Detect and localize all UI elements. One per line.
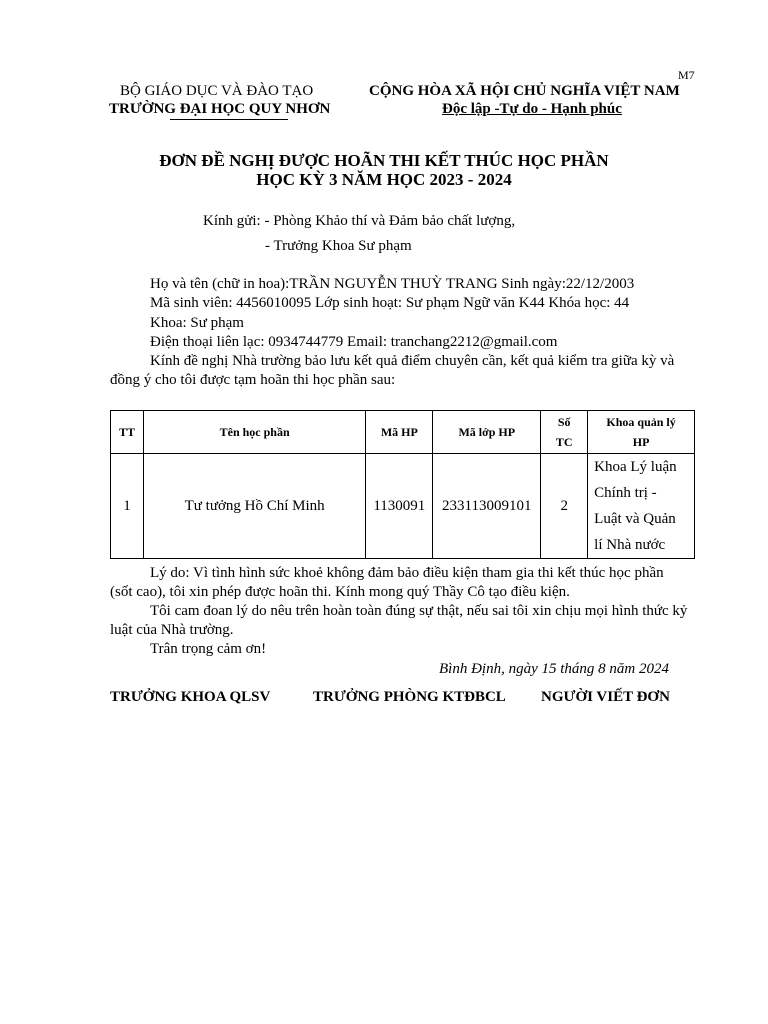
document-title-line2: HỌC KỲ 3 NĂM HỌC 2023 - 2024 <box>256 170 512 189</box>
university-name: TRƯỜNG ĐẠI HỌC QUY NHƠN <box>109 101 331 117</box>
national-motto: Độc lập -Tự do - Hạnh phúc <box>442 101 622 117</box>
thanks-line: Trân trọng cảm ơn! <box>150 641 267 657</box>
document-title-line1: ĐƠN ĐỀ NGHỊ ĐƯỢC HOÃN THI KẾT THÚC HỌC PHẦN <box>159 151 609 170</box>
recipient-line1: Kính gửi: - Phòng Khảo thí và Đảm bảo chất lượng, <box>203 213 516 229</box>
student-faculty-line: Khoa: Sư phạm <box>150 315 244 331</box>
header-course-code: Mã HP <box>366 411 433 454</box>
cell-credits: 2 <box>541 454 588 559</box>
form-code: M7 <box>678 68 695 82</box>
header-class-code: Mã lớp HP <box>433 411 541 454</box>
reason-line2: (sốt cao), tôi xin phép được hoãn thi. Kính mong quý Thầy Cô tạo điều kiện. <box>110 584 570 600</box>
faculty-line1: Khoa Lý luận <box>594 459 677 475</box>
header-managing-faculty <box>588 411 695 454</box>
request-line2: đồng ý cho tôi được tạm hoãn thi học phần sau: <box>110 372 396 388</box>
header-credits-line2: TC <box>555 435 573 449</box>
header-credits-line1: Số <box>557 415 571 429</box>
header-faculty-line1: Khoa quản lý <box>606 415 676 429</box>
header-credits <box>541 411 588 454</box>
reason-line1: Lý do: Vì tình hình sức khoẻ không đảm bảo điều kiện tham gia thi kết thúc học phần <box>150 565 664 581</box>
faculty-line4: lí Nhà nước <box>594 537 666 553</box>
university-underline <box>170 119 288 120</box>
cell-course-name: Tư tưởng Hồ Chí Minh <box>143 454 365 559</box>
course-table <box>110 410 695 559</box>
student-id-line: Mã sinh viên: 4456010095 Lớp sinh hoạt: Sư phạm Ngữ văn K44 Khóa học: 44 <box>150 295 630 311</box>
table-row <box>111 454 695 559</box>
cell-course-code: 1130091 <box>366 454 433 559</box>
faculty-line3: Luật và Quản <box>594 511 676 527</box>
table-header-row <box>111 411 695 454</box>
ministry-name: BỘ GIÁO DỤC VÀ ĐÀO TẠO <box>120 83 314 99</box>
signature-applicant: NGƯỜI VIẾT ĐƠN <box>541 689 670 705</box>
student-name-line: Họ và tên (chữ in hoa):TRẦN NGUYỄN THUỲ TRANG Sinh ngày:22/12/2003 <box>150 276 635 292</box>
pledge-line2: luật của Nhà trường. <box>110 622 234 638</box>
signature-faculty-head: TRƯỞNG KHOA QLSV <box>110 689 271 705</box>
cell-managing-faculty <box>588 454 695 559</box>
student-contact-line: Điện thoại liên lạc: 0934744779 Email: tranchang2212@gmail.com <box>150 334 558 350</box>
faculty-line2: Chính trị - <box>594 485 657 501</box>
date-place-line: Bình Định, ngày 15 tháng 8 năm 2024 <box>439 661 669 677</box>
recipient-line2: - Trưởng Khoa Sư phạm <box>265 238 412 254</box>
signature-office-head: TRƯỞNG PHÒNG KTĐBCL <box>313 689 506 705</box>
cell-tt: 1 <box>111 454 144 559</box>
country-name: CỘNG HÒA XÃ HỘI CHỦ NGHĨA VIỆT NAM <box>369 83 680 99</box>
pledge-line1: Tôi cam đoan lý do nêu trên hoàn toàn đúng sự thật, nếu sai tôi xin chịu mọi hình thức kỷ <box>150 603 688 619</box>
cell-class-code: 233113009101 <box>433 454 541 559</box>
header-tt: TT <box>111 411 144 454</box>
header-course-name: Tên học phần <box>143 411 365 454</box>
request-line1: Kính đề nghị Nhà trường bảo lưu kết quả điểm chuyên cần, kết quả kiểm tra giữa kỳ và <box>150 353 675 369</box>
header-faculty-line2: HP <box>632 435 650 449</box>
